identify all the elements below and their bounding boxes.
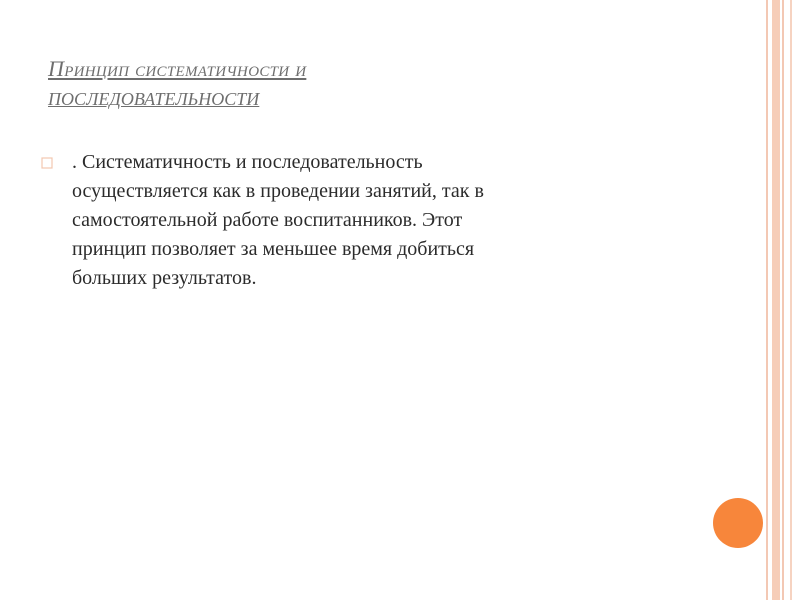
bullet-item bbox=[40, 148, 640, 293]
decorative-stripe bbox=[772, 0, 780, 600]
orange-circle-accent bbox=[713, 498, 763, 548]
bullet-square-icon bbox=[40, 156, 54, 170]
decorative-stripe bbox=[766, 0, 768, 600]
slide-title bbox=[48, 54, 488, 114]
slide-title-line-2: ПОСЛЕДОВАТЕЛЬНОСТИ bbox=[48, 89, 260, 109]
slide-body bbox=[40, 148, 640, 293]
slide-title-line-1: Принцип систематичности и bbox=[48, 56, 307, 81]
decorative-stripe bbox=[790, 0, 792, 600]
decorative-stripe bbox=[782, 0, 784, 600]
bullet-text: . Систематичность и последовательность осуществляется как в проведении занятий, так в самостоятельной работе воспитанников. Этот принцип позволяет за меньшее время добиться больших результатов. bbox=[72, 151, 484, 289]
